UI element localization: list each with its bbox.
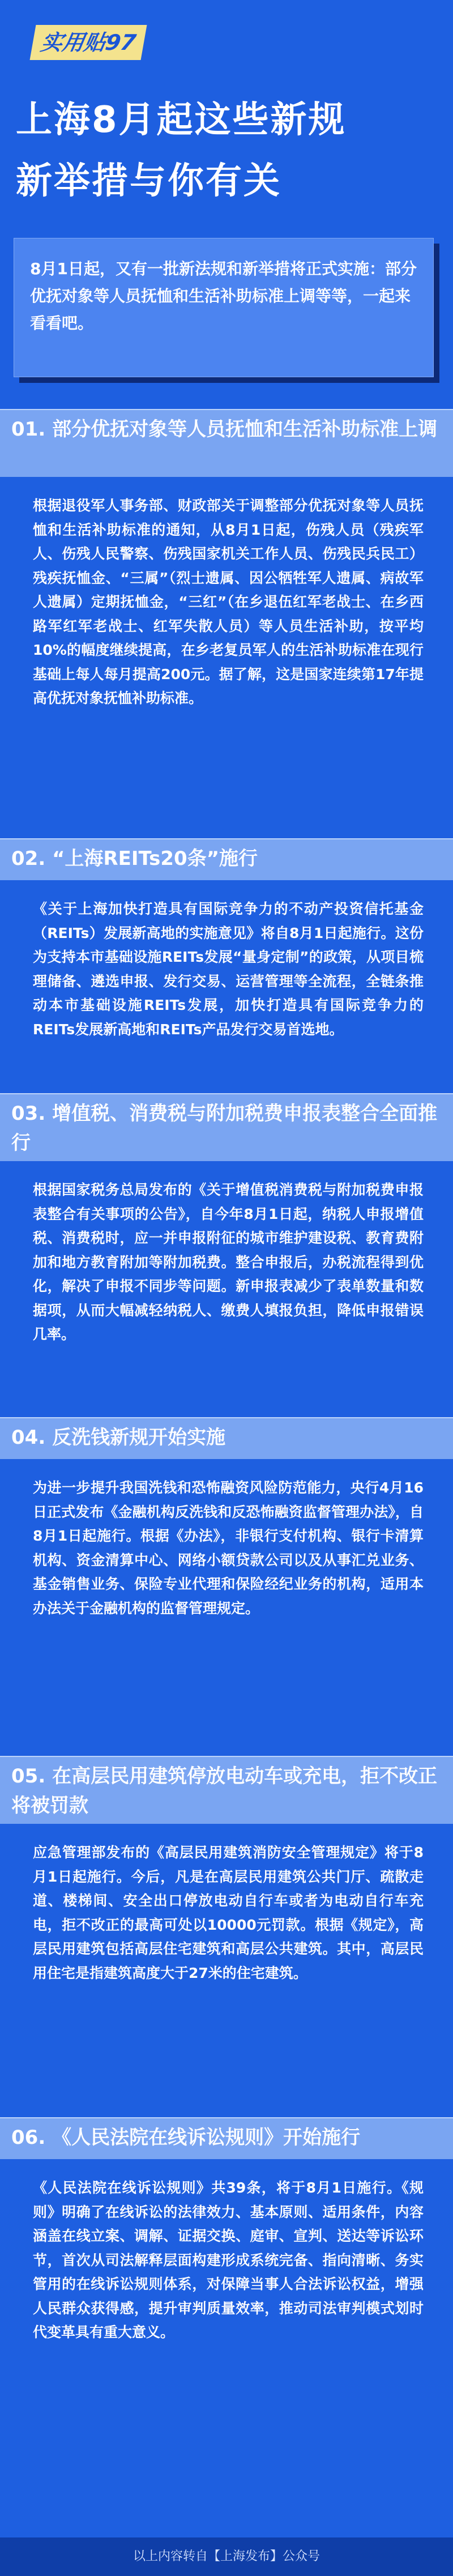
section-title: 03. 增值税、消费税与附加税费申报表整合全面推行 bbox=[11, 1102, 438, 1154]
series-tag: 实用贴97 bbox=[30, 25, 147, 60]
source-footer: 以上内容转自【上海发布】公众号 bbox=[0, 2537, 453, 2576]
intro-card bbox=[14, 238, 439, 383]
section-04 bbox=[0, 1417, 453, 1683]
section-body: 应急管理部发布的《高层民用建筑消防安全管理规定》将于8月1日起施行。今后，凡是在高层民用建筑公共门厅、疏散走道、楼梯间、安全出口停放电动自行车或者为电动自行车充电，拒不改正的最高可处以10000元罚款。根据《规定》，高层民用建筑包括高层住宅建筑和高层公共建筑。其中，高层民用住宅是指建筑高度大于27米的住宅建筑。 bbox=[33, 1844, 424, 1981]
section-06 bbox=[0, 2117, 453, 2514]
section-title: 02. “上海REITs20条”施行 bbox=[11, 847, 258, 870]
page-title-line-1: 上海8月起这些新规 bbox=[16, 99, 347, 141]
intro-text: 8月1日起，又有一批新法规和新举措将正式实施：部分优抚对象等人员抚恤和生活补助标准上调等等，一起来看看吧。 bbox=[14, 238, 434, 377]
header bbox=[0, 0, 453, 221]
section-body: 《关于上海加快打造具有国际竞争力的不动产投资信托基金（REITs）发展新高地的实施意见》将自8月1日起施行。这份为支持本市基础设施REITs发展“量身定制”的政策，从项目梳理储备、遴选申报、发行交易、运营管理等全流程，全链条推动本市基础设施REITs发展，加快打造具有国际竞争力的REITs发展新高地和REITs产品发行交易首选地。 bbox=[33, 901, 424, 1038]
section-body: 《人民法院在线诉讼规则》共39条，将于8月1日施行。《规则》明确了在线诉讼的法律效力、基本原则、适用条件，内容涵盖在线立案、调解、证据交换、庭审、宣判、送达等诉讼环节，首次从司法解释层面构建形成系统完备、指向清晰、务实管用的在线诉讼规则体系，对保障当事人合法诉讼权益，增强人民群众获得感，提升审判质量效率，推动司法审判模式划时代变革具有重大意义。 bbox=[33, 2180, 424, 2340]
section-body: 为进一步提升我国洗钱和恐怖融资风险防范能力，央行4月16日正式发布《金融机构反洗钱和反恐怖融资监督管理办法》，自8月1日起施行。根据《办法》，非银行支付机构、银行卡清算机构、资金清算中心、网络小额贷款公司以及从事汇兑业务、基金销售业务、保险专业代理和保险经纪业务的机构，适用本办法关于金融机构的监督管理规定。 bbox=[33, 1479, 424, 1617]
section-title: 06. 《人民法院在线诉讼规则》开始施行 bbox=[11, 2126, 361, 2149]
section-title: 04. 反洗钱新规开始实施 bbox=[11, 1426, 226, 1449]
page-title-line-2: 新举措与你有关 bbox=[16, 160, 281, 202]
section-body: 根据退役军人事务部、财政部关于调整部分优抚对象等人员抚恤和生活补助标准的通知，从8月1日起，伤残人员（残疾军人、伤残人民警察、伤残国家机关工作人员、伤残民兵民工）残疾抚恤金、“三属”（烈士遗属、因公牺牲军人遗属、病故军人遗属）定期抚恤金，“三红”（在乡退伍红军老战士、在乡西路军红军老战士、红军失散人员）等人员生活补助，按平均10%的幅度继续提高，在乡老复员军人的生活补助标准在现行基础上每人每月提高200元。据了解，这是国家连续第17年提高优抚对象抚恤补助标准。 bbox=[33, 497, 424, 706]
section-05 bbox=[0, 1756, 453, 2073]
section-title: 05. 在高层民用建筑停放电动车或充电，拒不改正将被罚款 bbox=[11, 1765, 438, 1817]
section-body: 根据国家税务总局发布的《关于增值税消费税与附加税费申报表整合有关事项的公告》，自今年8月1日起，纳税人申报增值税、消费税时，应一并申报附征的城市维护建设税、教育费附加和地方教育附加等附加税费。整合申报后，办税流程得到优化，解决了申报不同步等问题。新申报表减少了表单数量和数据项，从而大幅减轻纳税人、缴费人填报负担，降低申报错误几率。 bbox=[33, 1182, 424, 1342]
section-03 bbox=[0, 1093, 453, 1410]
section-01 bbox=[0, 409, 453, 907]
section-title: 01. 部分优抚对象等人员抚恤和生活补助标准上调 bbox=[11, 418, 438, 441]
section-02 bbox=[0, 838, 453, 1099]
